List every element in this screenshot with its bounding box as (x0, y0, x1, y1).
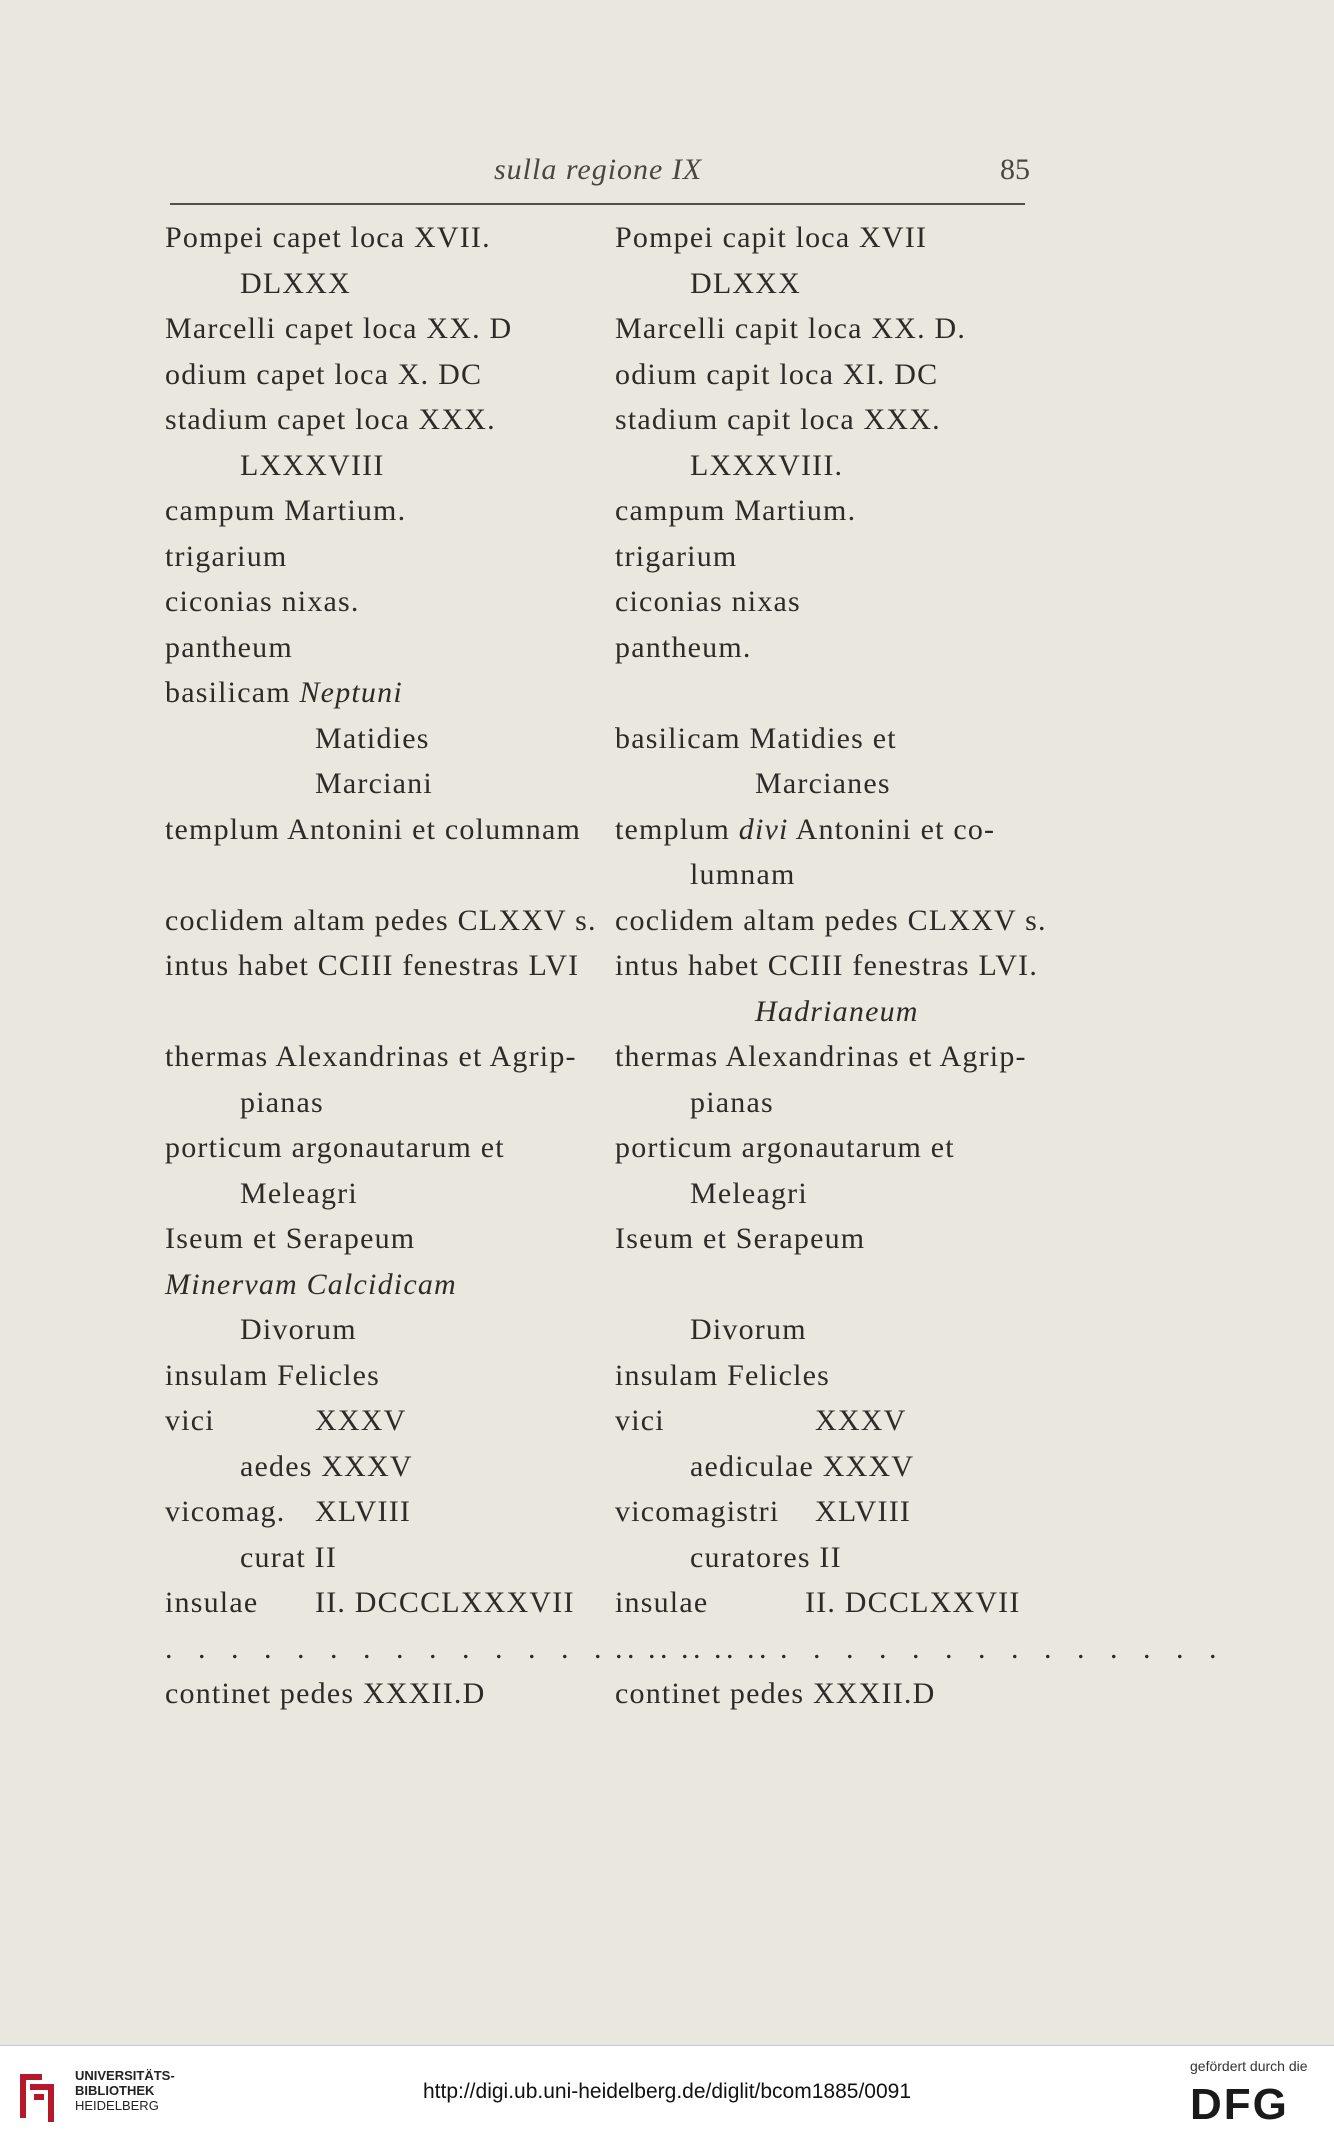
text-line: coclidem altam pedes CLXXV s. (165, 903, 597, 937)
text-span: II. DCCCLXXXVII (315, 1586, 575, 1619)
text-line: stadium capit loca XXX. (615, 403, 941, 436)
text-line: Marcianes (755, 767, 891, 800)
text-line: pantheum (165, 630, 293, 664)
italic-text: Hadrianeum (755, 994, 919, 1028)
text-span: Antonini et co- (795, 812, 996, 846)
text-line: thermas Alexandrinas et Agrip- (615, 1040, 1027, 1073)
text-line: trigarium (615, 539, 738, 573)
text-line: odium capit loca XI. DC (615, 357, 939, 391)
text-line: Divorum (240, 1313, 357, 1346)
text-line: Iseum et Serapeum (615, 1222, 866, 1255)
blank-line (165, 989, 605, 1035)
text-line: curatores II (690, 1540, 842, 1574)
text-line (615, 1398, 1055, 1444)
text-line (615, 1489, 1055, 1535)
text-span: II. DCCLXXVII (805, 1586, 1021, 1619)
text-span: XXXV (315, 1404, 407, 1437)
text-line: continet pedes XXXII.D (615, 1677, 936, 1710)
text-line: continet pedes XXXII.D (165, 1677, 486, 1710)
running-header (170, 153, 1034, 193)
right-column (615, 215, 1226, 1717)
text-line: curat II (240, 1540, 338, 1574)
text-line: templum Antonini et columnam (165, 812, 582, 846)
text-span: vicomagistri (615, 1495, 780, 1528)
text-line: odium capet loca X. DC (165, 357, 483, 391)
text-line: ciconias nixas (615, 585, 801, 618)
library-line: BIBLIOTHEK (75, 2083, 155, 2098)
text-line: LXXXVIII. (690, 448, 844, 482)
italic-text: Minervam Calcidicam (165, 1267, 457, 1301)
header-rule (170, 203, 1025, 205)
text-line: pianas (690, 1085, 774, 1119)
text-line: Marcelli capet loca XX. D (165, 312, 513, 345)
text-line: Pompei capet loca XVII. (165, 221, 491, 254)
funded-by-label: gefördert durch die (1190, 2058, 1308, 2074)
text-line: Meleagri (690, 1176, 808, 1210)
source-url-link[interactable]: http://digi.ub.uni-heidelberg.de/diglit/bcom1885/0091 (422, 2080, 911, 2103)
text-line: intus habet CCIII fenestras LVI. (615, 949, 1039, 982)
header-title: sulla regione IX (494, 153, 703, 186)
text-line (615, 807, 1055, 853)
text-line: lumnam (690, 858, 796, 891)
text-line: aediculae XXXV (690, 1449, 915, 1483)
text-line (165, 1398, 605, 1444)
text-line: Pompei capit loca XVII (615, 221, 928, 254)
ellipsis-line: . . . . . . . . . . . . . . . . . . . (165, 1631, 776, 1665)
text-span: XLVIII (315, 1495, 412, 1528)
text-span: templum (615, 812, 731, 846)
text-line (165, 670, 605, 716)
text-span: XXXV (815, 1404, 907, 1437)
text-line: Meleagri (240, 1176, 358, 1210)
text-span: vici (165, 1404, 215, 1437)
text-line: pianas (240, 1085, 324, 1119)
footer-bar (0, 2045, 1334, 2141)
text-span: insulae (615, 1586, 709, 1619)
dfg-logo-icon: DFG (1190, 2080, 1289, 2129)
text-span: basilicam (165, 676, 291, 709)
text-line: intus habet CCIII fenestras LVI (165, 949, 580, 982)
text-line: coclidem altam pedes CLXXV s. (615, 903, 1047, 937)
text-line: Marcelli capit loca XX. D. (615, 312, 967, 345)
blank-line (165, 852, 605, 898)
library-line: HEIDELBERG (75, 2098, 159, 2113)
text-span: XLVIII (815, 1495, 912, 1528)
text-line: pantheum. (615, 630, 752, 664)
text-line: Iseum et Serapeum (165, 1222, 416, 1255)
blank-line (615, 1262, 1055, 1308)
text-line: insulam Felicles (165, 1358, 381, 1392)
italic-text: Neptuni (299, 676, 403, 709)
page-number: 85 (1000, 153, 1030, 186)
text-span: vici (615, 1404, 665, 1437)
blank-line (615, 670, 1055, 716)
text-line: basilicam Matidies et (615, 721, 897, 755)
text-line: aedes XXXV (240, 1449, 413, 1483)
text-line: DLXXX (240, 266, 351, 300)
text-line: insulam Felicles (615, 1358, 831, 1392)
ellipsis-line: . . . . . . . . . . . . . . . . . . . (615, 1631, 1226, 1665)
text-line: stadium capet loca XXX. (165, 403, 496, 436)
text-line: campum Martium. (615, 494, 857, 527)
library-line: UNIVERSITÄTS- (75, 2068, 175, 2083)
text-line (615, 1580, 1055, 1626)
text-line (165, 1580, 605, 1626)
text-line: campum Martium. (165, 494, 407, 527)
text-line: thermas Alexandrinas et Agrip- (165, 1040, 577, 1073)
text-line: DLXXX (690, 266, 801, 300)
text-line: Divorum (690, 1313, 807, 1346)
text-line: Marciani (315, 767, 433, 800)
text-line: Matidies (315, 721, 430, 755)
text-line (165, 1489, 605, 1535)
text-line: ciconias nixas. (165, 585, 360, 618)
text-span: insulae (165, 1586, 259, 1619)
text-span: vicomag. (165, 1495, 286, 1528)
text-line: porticum argonautarum et (615, 1131, 955, 1164)
text-line: LXXXVIII (240, 448, 385, 482)
italic-text: divi (738, 812, 789, 846)
text-line: trigarium (165, 539, 288, 573)
text-line: porticum argonautarum et (165, 1131, 505, 1164)
